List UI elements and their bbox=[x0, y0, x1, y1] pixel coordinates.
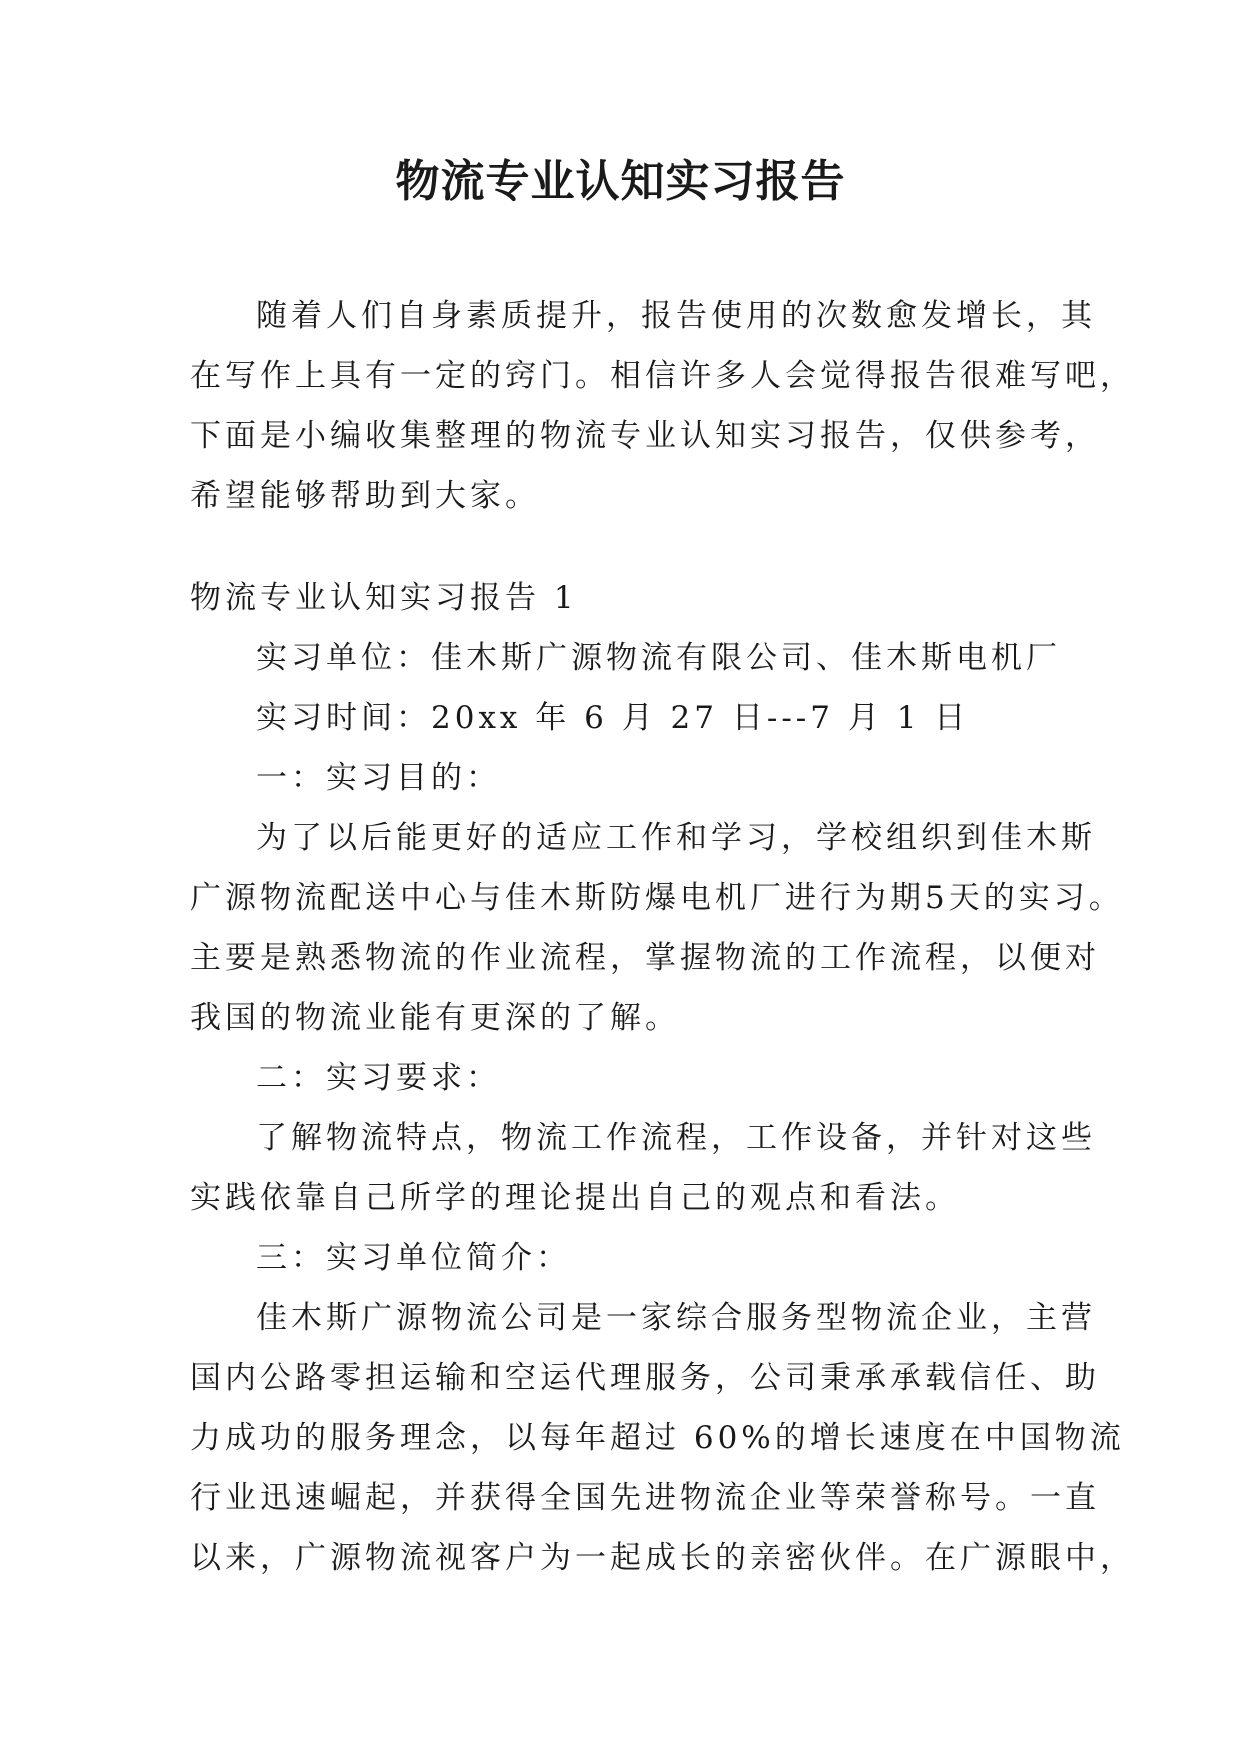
purpose-line: 主要是熟悉物流的作业流程，掌握物流的工作流程，以便对 bbox=[190, 940, 1100, 976]
unit-intro-line: 行业迅速崛起，并获得全国先进物流企业等荣誉称号。一直 bbox=[190, 1480, 1100, 1516]
purpose-line: 为了以后能更好的适应工作和学习，学校组织到佳木斯 bbox=[256, 820, 1096, 856]
intro-line: 在写作上具有一定的窍门。相信许多人会觉得报告很难写吧， bbox=[190, 358, 1135, 394]
paragraph-spacer bbox=[190, 526, 1070, 568]
section-heading: 物流专业认知实习报告 1 bbox=[190, 580, 578, 616]
intro-line: 希望能够帮助到大家。 bbox=[190, 478, 540, 514]
purpose-line: 广源物流配送中心与佳木斯防爆电机厂进行为期5天的实习。 bbox=[190, 880, 1124, 916]
document-title: 物流专业认知实习报告 bbox=[395, 156, 846, 207]
requirement-line: 实践依靠自己所学的理论提出自己的观点和看法。 bbox=[190, 1180, 960, 1216]
requirement-line: 了解物流特点，物流工作流程，工作设备，并针对这些 bbox=[256, 1120, 1096, 1156]
requirement-heading: 二：实习要求： bbox=[256, 1060, 501, 1096]
unit-intro-line: 以来，广源物流视客户为一起成长的亲密伙伴。在广源眼中， bbox=[190, 1540, 1135, 1576]
unit-intro-heading: 三：实习单位简介： bbox=[256, 1240, 571, 1276]
intro-line: 下面是小编收集整理的物流专业认知实习报告，仅供参考， bbox=[190, 418, 1100, 454]
purpose-line: 我国的物流业能有更深的了解。 bbox=[190, 1000, 680, 1036]
internship-unit: 实习单位：佳木斯广源物流有限公司、佳木斯电机厂 bbox=[256, 640, 1061, 676]
unit-intro-line: 力成功的服务理念，以每年超过 60%的增长速度在中国物流 bbox=[190, 1420, 1125, 1456]
document-body bbox=[190, 286, 1135, 1588]
internship-time: 实习时间：20xx 年 6 月 27 日---7 月 1 日 bbox=[256, 700, 970, 736]
intro-line: 随着人们自身素质提升，报告使用的次数愈发增长，其 bbox=[256, 298, 1096, 334]
purpose-heading: 一：实习目的： bbox=[256, 760, 501, 796]
unit-intro-line: 国内公路零担运输和空运代理服务，公司秉承承载信任、助 bbox=[190, 1360, 1100, 1396]
unit-intro-line: 佳木斯广源物流公司是一家综合服务型物流企业，主营 bbox=[256, 1300, 1096, 1336]
